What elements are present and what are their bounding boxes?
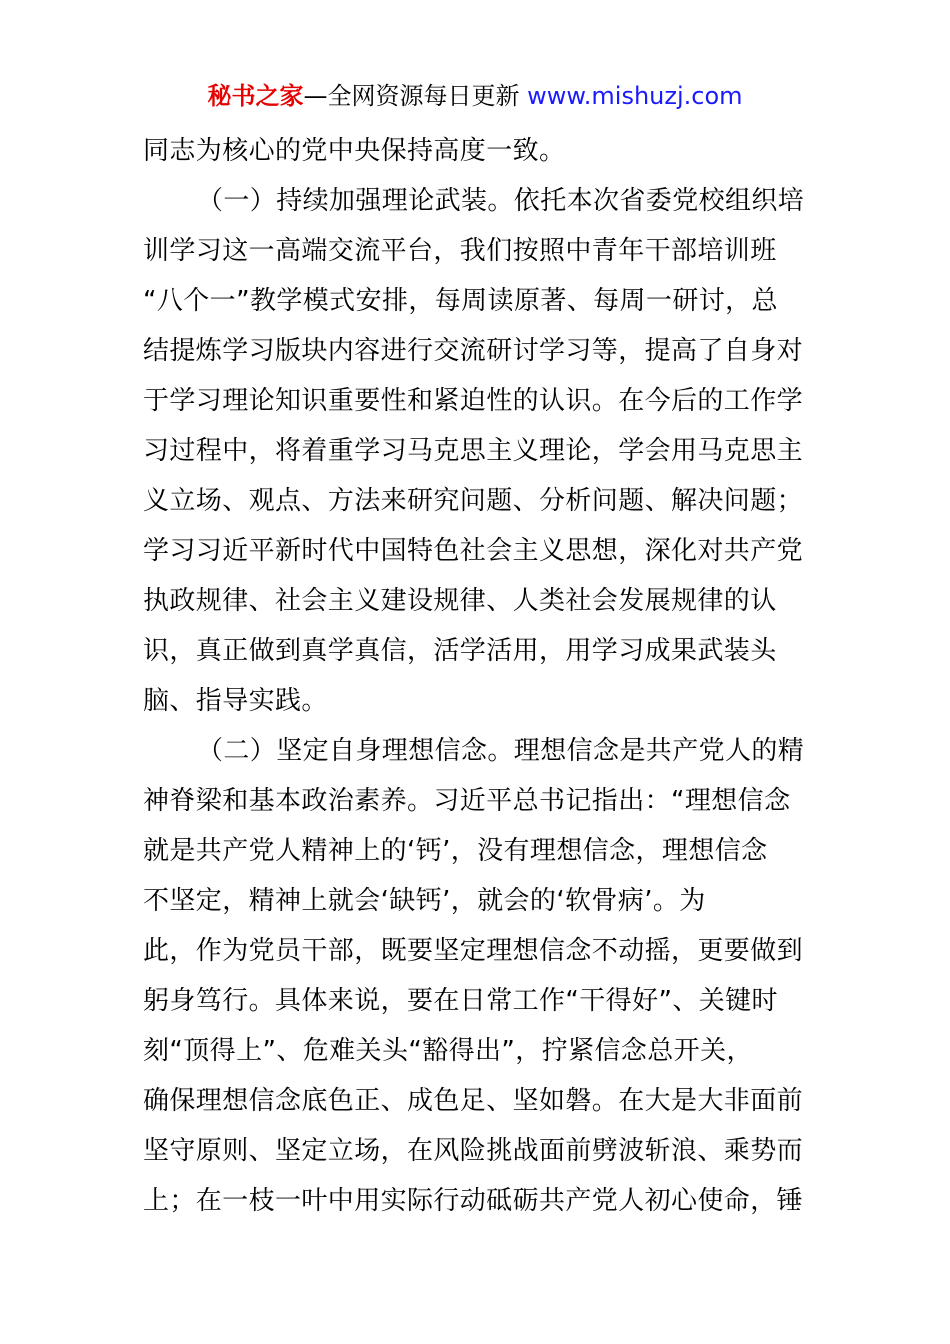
site-url[interactable]: www.mishuzj.com	[527, 82, 743, 110]
header-tagline: —全网资源每日更新	[303, 82, 520, 110]
text-line: 结提炼学习版块内容进行交流研讨学习等，提高了自身对	[143, 336, 804, 366]
brand-name: 秘书之家	[207, 82, 304, 110]
text-line: 神脊梁和基本政治素养。习近平总书记指出：“理想信念	[143, 786, 791, 816]
text-line: “八个一”教学模式安排，每周读原著、每周一研讨，总	[143, 286, 778, 316]
text-line: 义立场、观点、方法来研究问题、分析问题、解决问题；	[143, 486, 804, 516]
text-line: 就是共产党人精神上的‘钙’，没有理想信念，理想信念	[143, 836, 768, 866]
site-header	[0, 80, 950, 112]
section-heading-line: （二）坚定自身理想信念。理想信念是共产党人的精	[197, 736, 805, 766]
text-line: 识，真正做到真学真信，活学活用，用学习成果武装头	[143, 636, 777, 666]
text-line: 不坚定，精神上就会‘缺钙’，就会的‘软骨病’。为	[143, 886, 706, 916]
document-body	[143, 126, 808, 1226]
text-line: 同志为核心的党中央保持高度一致。	[143, 136, 566, 166]
text-line: 刻“顶得上”、危难关头“豁得出”，拧紧信念总开关，	[143, 1036, 753, 1066]
text-line: 坚守原则、坚定立场，在风险挑战面前劈波斩浪、乘势而	[143, 1136, 804, 1166]
text-line: 此，作为党员干部，既要坚定理想信念不动摇，更要做到	[143, 936, 804, 966]
text-line: 训学习这一高端交流平台，我们按照中青年干部培训班	[143, 236, 777, 266]
text-line: 躬身笃行。具体来说，要在日常工作“干得好”、关键时	[143, 986, 778, 1016]
text-line: 上；在一枝一叶中用实际行动砥砺共产党人初心使命，锤	[143, 1186, 804, 1216]
text-line: 确保理想信念底色正、成色足、坚如磐。在大是大非面前	[143, 1086, 804, 1116]
text-line: 习过程中，将着重学习马克思主义理论，学会用马克思主	[143, 436, 804, 466]
text-line: 于学习理论知识重要性和紧迫性的认识。在今后的工作学	[143, 386, 804, 416]
text-line: 学习习近平新时代中国特色社会主义思想，深化对共产党	[143, 536, 804, 566]
section-heading-line: （一）持续加强理论武装。依托本次省委党校组织培	[197, 186, 805, 216]
text-line: 执政规律、社会主义建设规律、人类社会发展规律的认	[143, 586, 777, 616]
text-line: 脑、指导实践。	[143, 686, 328, 716]
